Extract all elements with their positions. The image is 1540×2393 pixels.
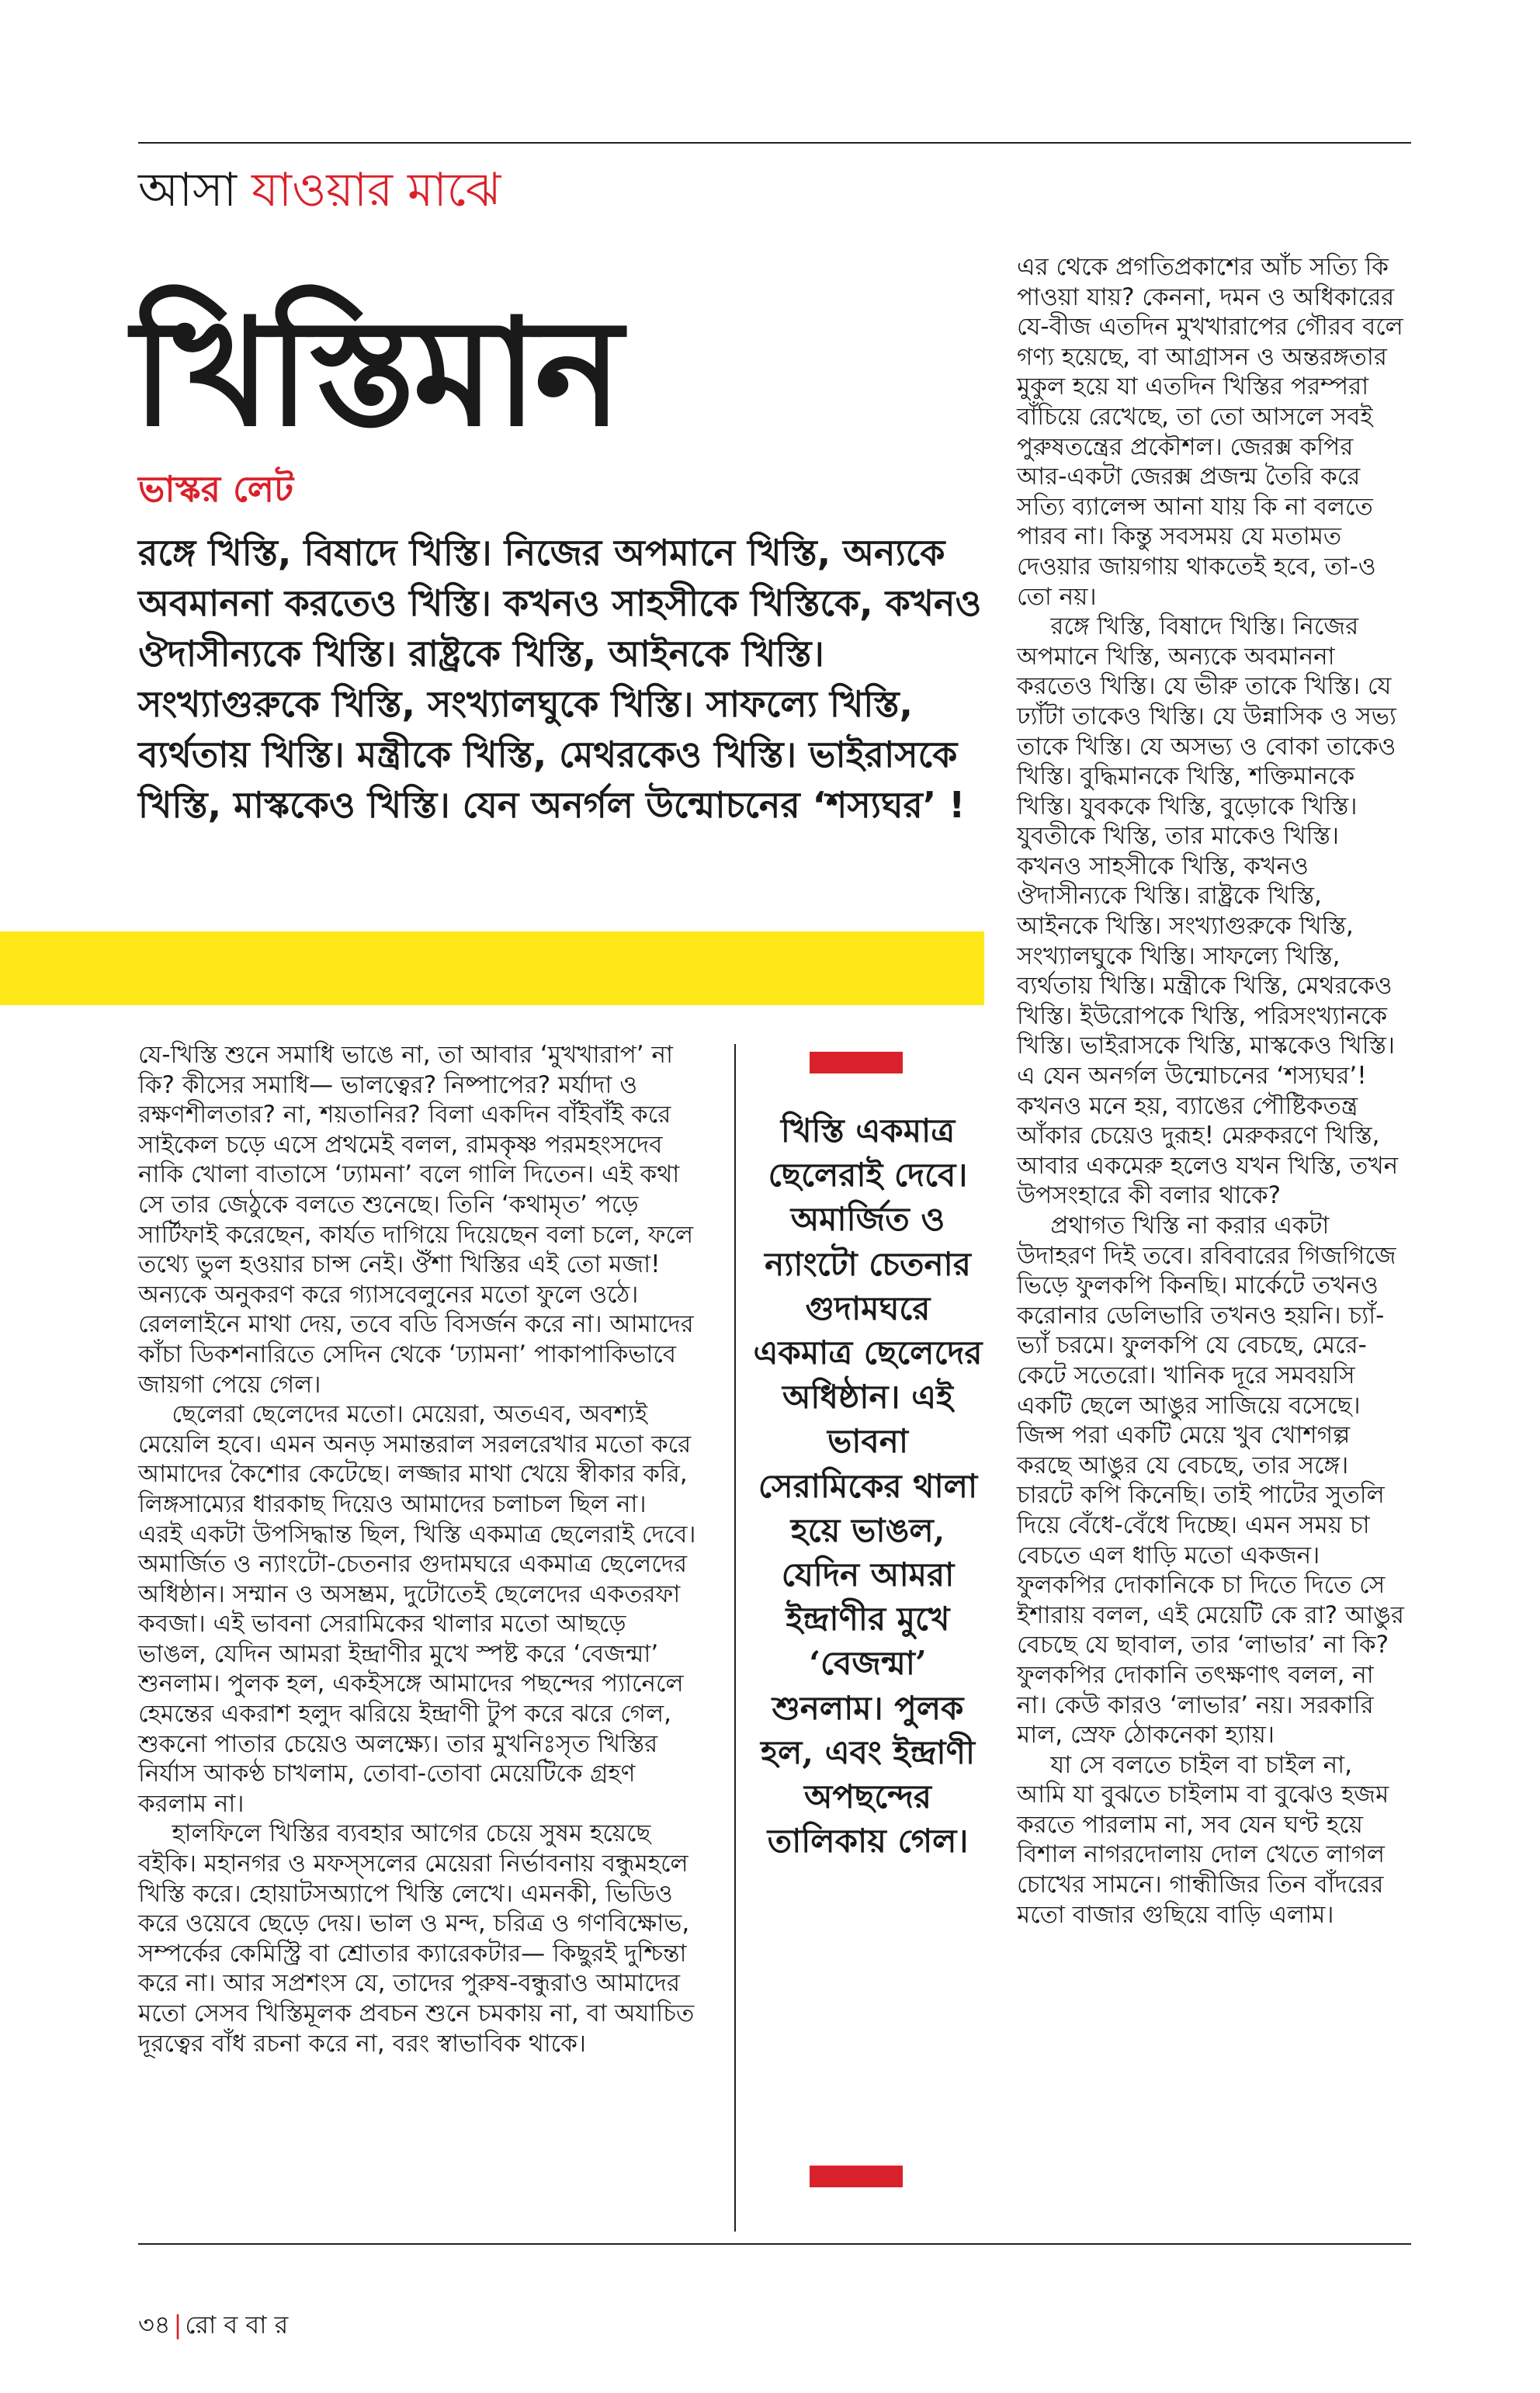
magazine-name: রো ব বা র [185,2310,289,2339]
pullquote-top-bar [810,1052,903,1073]
left-paragraph-2: ছেলেরা ছেলেদের মতো। মেয়েরা, অতএব, অবশ্যই মেয়েলি হবে। এমন অনড় সমান্তরাল সরলরেখার মতো করে আমাদের কৈশোর কেটেছে। লজ্জার মাথা খেয়ে স্বীকার করি, লিঙ্গসাম্যের ধারকাছ দিয়েও আমাদের চলাচল ছিল না। এরই একটা উপসিদ্ধান্ত ছিল, খিস্তি একমাত্র ছেলেরাই দেবে। অমার্জিত ও ন্যাংটো-চেতনার গুদামঘরে একমাত্র ছেলেদের অধিষ্ঠান। সম্মান ও অসম্ভ্রম, দুটোতেই ছেলেদের একতরফা কবজা। এই ভাবনা সেরামিকের থালার মতো আছড়ে ভাঙল, যেদিন আমরা ইন্দ্রাণীর মুখে স্পষ্ট করে ‘বেজন্মা’ শুনলাম। পুলক হল, একইসঙ্গে আমাদের পছন্দের প্যানেলে হেমন্তের একরাশ হলুদ ঝরিয়ে ইন্দ্রাণী টুপ করে ঝরে গেল, শুকনো পাতার চেয়েও অলক্ষ্যে। তার মুখনিঃসৃত খিস্তির নির্যাস আকণ্ঠ চাখলাম, তোবা-তোবা মেয়েটিকে গ্রহণ করলাম না। [138,1400,696,1818]
left-paragraph-1: যে-খিস্তি শুনে সমাধি ভাঙে না, তা আবার ‘মুখখারাপ’ না কি? কীসের সমাধি— ভালত্বের? নিষ্পাপের? মর্যাদা ও রক্ষণশীলতার? না, শয়তানির? বিলা একদিন বাঁইবাঁই করে সাইকেল চড়ে এসে প্রথমেই বলল, রামকৃষ্ণ পরমহংসদেব নাকি খোলা বাতাসে ‘ঢ্যামনা’ বলে গালি দিতেন। এই কথা সে তার জেঠুকে বলতে শুনেছে। তিনি ‘কথামৃত’ পড়ে সার্টিফাই করেছেন, কার্যত দাগিয়ে দিয়েছেন বলা চলে, ফলে তথ্যে ভুল হওয়ার চান্স নেই। ঔঁশা খিস্তির এই তো মজা! অন্যকে অনুকরণ করে গ্যাসবেলুনের মতো ফুলে ওঠে। রেললাইনে মাথা দেয়, তবে বডি বিসর্জন করে না। আমাদের কাঁচা ডিকশনারিতে সেদিন থেকে ‘ঢ্যামনা’ পাকাপাকিভাবে জায়গা পেয়ে গেল। [138,1041,694,1399]
article-title: খিস্তিমান [132,286,620,459]
section-heading [138,159,501,221]
right-paragraph-2: রঙ্গে খিস্তি, বিষাদে খিস্তি। নিজের অপমানে খিস্তি, অন্যকে অবমাননা করতেও খিস্তি। যে ভীরু তাকে খিস্তি। যে ঢ্যাঁটা তাকেও খিস্তি। যে উন্নাসিক ও সভ্য তাকে খিস্তি। যে অসভ্য ও বোকা তাকেও খিস্তি। বুদ্ধিমানকে খিস্তি, শক্তিমানকে খিস্তি। যুবককে খিস্তি, বুড়োকে খিস্তি। যুবতীকে খিস্তি, তার মাকেও খিস্তি। কখনও সাহসীকে খিস্তি, কখনও ঔদাসীন্যকে খিস্তি। রাষ্ট্রকে খিস্তি, আইনকে খিস্তি। সংখ্যাগুরুকে খিস্তি, সংখ্যালঘুকে খিস্তি। সাফল্যে খিস্তি, ব্যর্থতায় খিস্তি। মন্ত্রীকে খিস্তি, মেথরকেও খিস্তি। ইউরোপকে খিস্তি, পরিসংখ্যানকে খিস্তি। ভাইরাসকে খিস্তি, মাস্ককেও খিস্তি। এ যেন অনর্গল উন্মোচনের ‘শস্যঘর’! কখনও মনে হয়, ব্যাঙের পৌষ্টিকতন্ত্র আঁকার চেয়েও দুরূহ! মেরুকরণে খিস্তি, আবার একমেরু হলেও যখন খিস্তি, তখন উপসংহারে কী বলার থাকে? [1017,612,1399,1210]
footer-separator: | [173,2310,182,2339]
right-paragraph-4: যা সে বলতে চাইল বা চাইল না, আমি যা বুঝতে চাইলাম বা বুঝেও হজম করতে পারলাম না, সব যেন ঘণ্ট হয়ে বিশাল নাগরদোলায় দোল খেতে লাগল চোখের সামনে। গান্ধীজির তিন বাঁদরের মতো বাজার গুছিয়ে বাড়ি এলাম। [1017,1750,1389,1929]
author-byline: ভাস্কর লেট [138,468,294,510]
pullquote-bottom-bar [810,2166,903,2187]
right-paragraph-3: প্রথাগত খিস্তি না করার একটা উদাহরণ দিই তবে। রবিবারের গিজগিজে ভিড়ে ফুলকপি কিনছি। মার্কেটে তখনও করোনার ডেলিভারি তখনও হয়নি। চ্যাঁ-ভ্যাঁ চরমে। ফুলকপি যে বেচছে, মেরে-কেটে সতেরো। খানিক দূরে সমবয়সি একটি ছেলে আঙুর সাজিয়ে বসেছে। জিন্স পরা একটি মেয়ে খুব খোশগল্প করছে আঙুর যে বেচছে, তার সঙ্গে। চারটে কপি কিনেছি। তাই পাটের সুতলি দিয়ে বেঁধে-বেঁধে দিচ্ছে। এমন সময় চা বেচতে এল ধাড়ি মতো একজন। ফুলকপির দোকানিকে চা দিতে দিতে সে ইশারায় বলল, এই মেয়েটি কে রা? আঙুর বেচছে যে ছাবাল, তার ‘লাভার’ না কি? ফুলকপির দোকানি তৎক্ষণাৎ বলল, না না। কেউ কারও ‘লাভার’ নয়। সরকারি মাল, স্রেফ ঠোকনেকা হ্যায়। [1017,1212,1404,1750]
pullquote: খিস্তি একমাত্র ছেলেরাই দেবে। অমার্জিত ও ন্যাংটো চেতনার গুদামঘরে একমাত্র ছেলেদের অধিষ্ঠান। এই ভাবনা সেরামিকের থালা হয়ে ভাঙল, যেদিন আমরা ইন্দ্রাণীর মুখে ‘বেজন্মা’ শুনলাম। পুলক হল, এবং ইন্দ্রাণী অপছন্দের তালিকায় গেল। [753,1112,983,1861]
left-paragraph-3: হালফিলে খিস্তির ব্যবহার আগের চেয়ে সুষম হয়েছে বইকি। মহানগর ও মফস্সলের মেয়েরা নির্ভাবনায় বন্ধুমহলে খিস্তি করে। হোয়াটসঅ্যাপে খিস্তি লেখে। এমনকী, ভিডিও করে ওয়েবে ছেড়ে দেয়। ভাল ও মন্দ, চরিত্র ও গণবিক্ষোভ, সম্পর্কের কেমিস্ট্রি বা শ্রোতার ক্যারেকটার— কিছুরই দুশ্চিন্তা করে না। আর সপ্রশংস যে, তাদের পুরুষ-বন্ধুরাও আমাদের মতো সেসব খিস্তিমূলক প্রবচন শুনে চমকায় না, বা অযাচিত দূরত্বের বাঁধ রচনা করে না, বরং স্বাভাবিক থাকে। [138,1819,695,2058]
section-heading-part1: আসা [138,163,252,217]
page-number: ৩৪ [138,2310,171,2339]
top-rule [138,142,1411,144]
right-column [1017,252,1405,1930]
bottom-rule [138,2243,1411,2245]
column-divider [734,1044,736,2232]
yellow-band [0,931,984,1005]
page-footer [138,2309,288,2340]
section-heading-part2: যাওয়ার মাঝে [251,163,501,217]
lead-paragraph: রঙ্গে খিস্তি, বিষাদে খিস্তি। নিজের অপমানে খিস্তি, অন্যকে অবমাননা করতেও খিস্তি। কখনও সাহসীকে খিস্তিকে, কখনও ঔদাসীন্যকে খিস্তি। রাষ্ট্রকে খিস্তি, আইনকে খিস্তি। সংখ্যাগুরুকে খিস্তি, সংখ্যালঘুকে খিস্তি। সাফল্যে খিস্তি, ব্যর্থতায় খিস্তি। মন্ত্রীকে খিস্তি, মেথরকেও খিস্তি। ভাইরাসকে খিস্তি, মাস্ককেও খিস্তি। যেন অনর্গল উন্মোচনের ‘শস্যঘর’ ! [138,532,982,826]
left-column [138,1040,697,2058]
right-paragraph-1: এর থেকে প্রগতিপ্রকাশের আঁচ সত্যি কি পাওয়া যায়? কেননা, দমন ও অধিকারের যে-বীজ এতদিন মুখখারাপের গৌরব বলে গণ্য হয়েছে, বা আগ্রাসন ও অন্তরঙ্গতার মুকুল হয়ে যা এতদিন খিস্তির পরম্পরা বাঁচিয়ে রেখেছে, তা তো আসলে সবই পুরুষতন্ত্রের প্রকৌশল। জেরক্স কপির আর-একটা জেরক্স প্রজন্ম তৈরি করে সত্যি ব্যালেন্স আনা যায় কি না বলতে পারব না। কিন্তু সবসময় যে মতামত দেওয়ার জায়গায় থাকতেই হবে, তা-ও তো নয়। [1017,253,1403,611]
